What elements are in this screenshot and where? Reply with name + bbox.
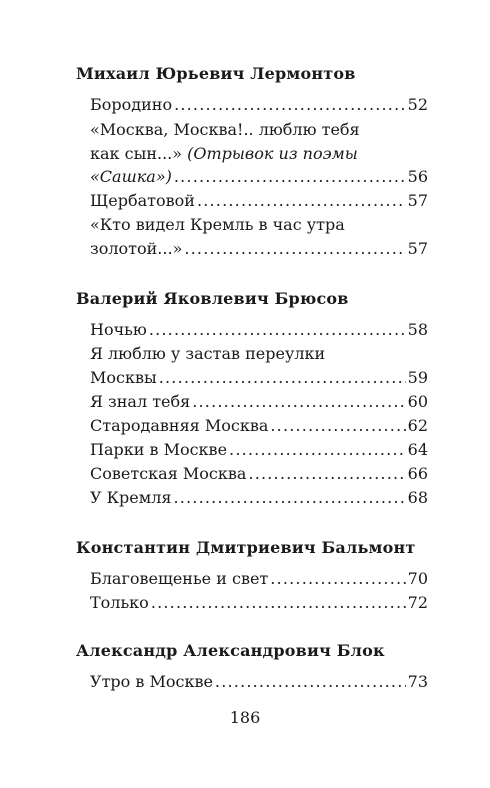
- dot-leader: [151, 593, 406, 613]
- entry-title-line: «Москва, Москва!.. люблю тебя: [90, 120, 360, 139]
- entry-title-line: «Кто видел Кремль в час утра: [90, 215, 345, 234]
- entry-title: Парки в Москве: [90, 440, 228, 459]
- entry-title: Щербатовой: [90, 191, 195, 210]
- entry-page: 56: [407, 167, 428, 186]
- entry-title-line: как сын...» (Отрывок из поэмы: [90, 144, 358, 163]
- entry-page: 73: [407, 672, 428, 691]
- entry-title: Советская Москва: [90, 464, 247, 483]
- toc-entry-parki: [90, 440, 428, 460]
- page-number: 186: [229, 708, 261, 727]
- dot-leader: [184, 239, 405, 259]
- toc-entry-ya-znal: [90, 392, 428, 412]
- toc-entry-utro: [90, 672, 428, 692]
- entry-subtitle: «Сашка»): [90, 167, 172, 186]
- dot-leader: [149, 320, 406, 340]
- toc-entry-moskva: [90, 167, 428, 187]
- author-heading-lermontov: Михаил Юрьевич Лермонтов: [76, 64, 356, 83]
- entry-page: 57: [407, 239, 428, 258]
- entry-title: золотой...»: [90, 239, 183, 258]
- toc-entry-u-kremlya: [90, 488, 428, 508]
- author-heading-bryusov: Валерий Яковлевич Брюсов: [76, 289, 349, 308]
- entry-title: Москвы: [90, 368, 157, 387]
- toc-entry-kreml: [90, 239, 428, 259]
- toc-entry-starodavnyaya: [90, 416, 428, 436]
- toc-entry-blagoveshchenye: [90, 569, 428, 589]
- dot-leader: [192, 392, 405, 412]
- entry-page: 58: [407, 320, 428, 339]
- dot-leader: [174, 95, 406, 115]
- entry-title: У Кремля: [90, 488, 172, 507]
- entry-subtitle: (Отрывок из поэмы: [187, 144, 358, 163]
- entry-title: Стародавняя Москва: [90, 416, 269, 435]
- entry-page: 52: [407, 95, 428, 114]
- toc-entry-borodino: [90, 95, 428, 115]
- dot-leader: [159, 368, 406, 388]
- toc-entry-shcherbatovoy: [90, 191, 428, 211]
- entry-page: 64: [407, 440, 428, 459]
- author-heading-blok: Александр Александрович Блок: [76, 641, 385, 660]
- entry-page: 60: [407, 392, 428, 411]
- entry-page: 59: [407, 368, 428, 387]
- entry-page: 66: [407, 464, 428, 483]
- entry-page: 68: [407, 488, 428, 507]
- dot-leader: [229, 440, 406, 460]
- toc-entry-tolko: [90, 593, 428, 613]
- entry-title: Благовещенье и свет: [90, 569, 269, 588]
- entry-page: 70: [407, 569, 428, 588]
- entry-title: Я знал тебя: [90, 392, 191, 411]
- dot-leader: [270, 569, 405, 589]
- dot-leader: [197, 191, 406, 211]
- entry-page: 72: [407, 593, 428, 612]
- dot-leader: [215, 672, 406, 692]
- toc-entry-nochyu: [90, 320, 428, 340]
- toc-entry-moskvy: [90, 368, 428, 388]
- entry-page: 62: [407, 416, 428, 435]
- dot-leader: [248, 464, 405, 484]
- entry-title: Только: [90, 593, 149, 612]
- entry-title: Ночью: [90, 320, 147, 339]
- dot-leader: [173, 488, 405, 508]
- entry-page: 57: [407, 191, 428, 210]
- entry-title: Бородино: [90, 95, 173, 114]
- toc-entry-sovetskaya: [90, 464, 428, 484]
- author-heading-balmont: Константин Дмитриевич Бальмонт: [76, 538, 416, 557]
- dot-leader: [174, 167, 406, 187]
- entry-title: Утро в Москве: [90, 672, 213, 691]
- dot-leader: [270, 416, 405, 436]
- entry-title-line: Я люблю у застав переулки: [90, 344, 326, 363]
